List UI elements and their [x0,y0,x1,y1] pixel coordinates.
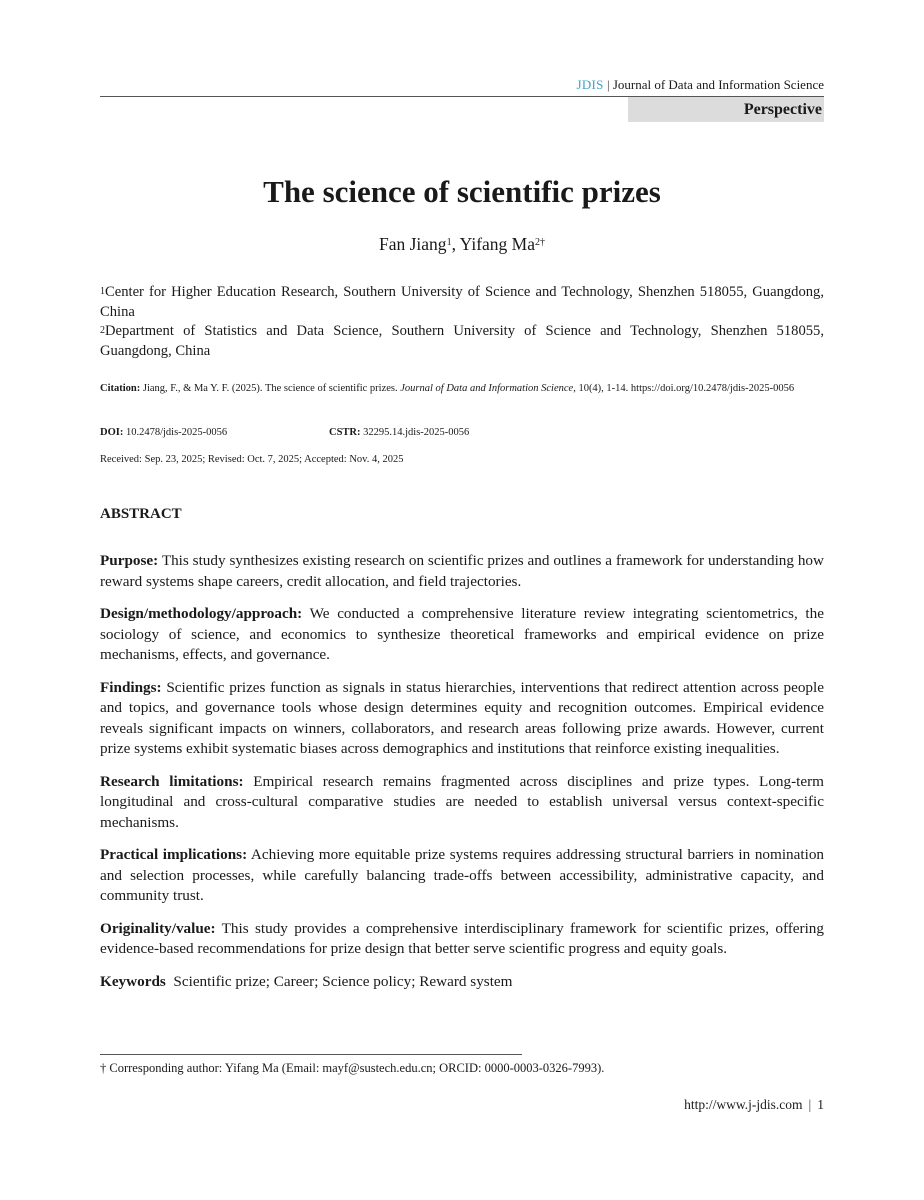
abstract-text: Empirical research remains fragmented across disciplines and prize types. Long-term longitudinal and cross-cultural comparative studies are needed to establish universal versus context-specific mechanisms. [100,772,824,831]
cstr-identifier [329,424,469,441]
affiliation-item [100,283,824,322]
doi-value: 10.2478/jdis-2025-0056 [125,427,228,438]
citation-details: , 10(4), 1-14. https://doi.org/10.2478/jdis-2025-0056 [573,383,795,394]
affiliation-mark: 1 [100,286,105,297]
author-list [100,232,824,256]
author-name: Yifang Ma [459,234,536,254]
journal-name: Journal of Data and Information Science [612,77,824,92]
author-separator: , [451,234,460,254]
affiliations [100,283,824,361]
identifier-row [100,424,824,441]
abstract-text: Scientific prizes function as signals in status hierarchies, interventions that redirect attention across people and topics, and governance tools whose design determines equity and recognition outcomes. Empirical evidence reveals significant impacts on winners, collaborators, and research areas following prize awards. However, current prize systems exhibit systematic biases across demographics and institutions that reinforce existing inequalities. [100,678,824,757]
citation-block [100,380,824,397]
abstract-text: Achieving more equitable prize systems requires addressing structural barriers in nomination and selection processes, while carefully balancing trade-offs between accessibility, administrative capacity, and community trust. [100,846,825,904]
affiliation-mark: 2 [100,325,105,336]
cstr-value: 32295.14.jdis-2025-0056 [363,427,470,438]
abstract-section-findings [100,678,824,760]
keywords [100,972,824,993]
abstract-label: Findings: [100,678,162,696]
cstr-label: CSTR: [329,427,361,438]
abstract-section-purpose [100,551,824,592]
abstract-label: Design/methodology/approach: [100,605,303,622]
citation-text: Jiang, F., & Ma Y. F. (2025). The science of scientific prizes. [142,383,398,394]
history-dates: Received: Sep. 23, 2025; Revised: Oct. 7, 2025; Accepted: Nov. 4, 2025 [100,454,404,465]
page-footer [684,1097,824,1113]
citation-label: Citation: [100,383,141,394]
abstract-section-implications [100,845,824,907]
footer-separator: | [808,1097,812,1112]
abstract-label: Originality/value: [100,919,216,937]
abstract-text: This study provides a comprehensive interdisciplinary framework for scientific prizes, offering evidence-based recommendations for prize design that better serve scientific progress and equity goals. [100,919,824,957]
abstract-text: We conducted a comprehensive literature review integrating scientometrics, the sociology of science, and economics to synthesize theoretical frameworks and empirical evidence on prize mechanisms, effects, and governance. [100,605,824,663]
abstract-body [100,551,824,1004]
abstract-label: Research limitations: [100,772,244,790]
author-name: Fan Jiang [378,234,447,254]
paper-page [100,0,824,1200]
journal-abbreviation: JDIS [576,77,604,92]
affiliation-text: Center for Higher Education Research, Southern University of Science and Technology, Shenzhen 518055, Guangdong, China [100,284,824,320]
abstract-heading: ABSTRACT [100,506,182,522]
author-affiliation-mark: 1 [446,237,452,248]
abstract-section-design [100,604,824,666]
affiliation-item [100,322,824,361]
author-affiliation-mark: 2† [535,237,546,248]
corresponding-author-footnote: † Corresponding author: Yifang Ma (Email: mayf@sustech.edu.cn; ORCID: 0000-0003-0326-7993). [100,1061,605,1075]
footnote-rule [100,1054,522,1055]
keywords-label: Keywords [100,972,166,990]
abstract-section-originality [100,919,824,960]
abstract-label: Purpose: [100,552,159,569]
journal-separator: | [606,77,610,92]
journal-url[interactable]: http://www.j-jdis.com [684,1097,803,1112]
article-type-banner [628,97,824,122]
citation-journal: Journal of Data and Information Science [400,383,574,394]
abstract-text: This study synthesizes existing research on scientific prizes and outlines a framework for understanding how reward systems shape careers, credit allocation, and field trajectories. [100,552,824,590]
doi-label: DOI: [100,427,124,438]
article-type: Perspective [743,101,822,118]
keywords-text: Scientific prize; Career; Science policy; Reward system [173,972,513,990]
paper-title: The science of scientific prizes [263,174,661,209]
page-number: 1 [817,1097,824,1112]
abstract-label: Practical implications: [100,846,248,863]
journal-header [576,77,824,93]
affiliation-text: Department of Statistics and Data Science, Southern University of Science and Technology, Shenzhen 518055, Guangdong, China [100,323,824,359]
abstract-section-limitations [100,772,824,834]
